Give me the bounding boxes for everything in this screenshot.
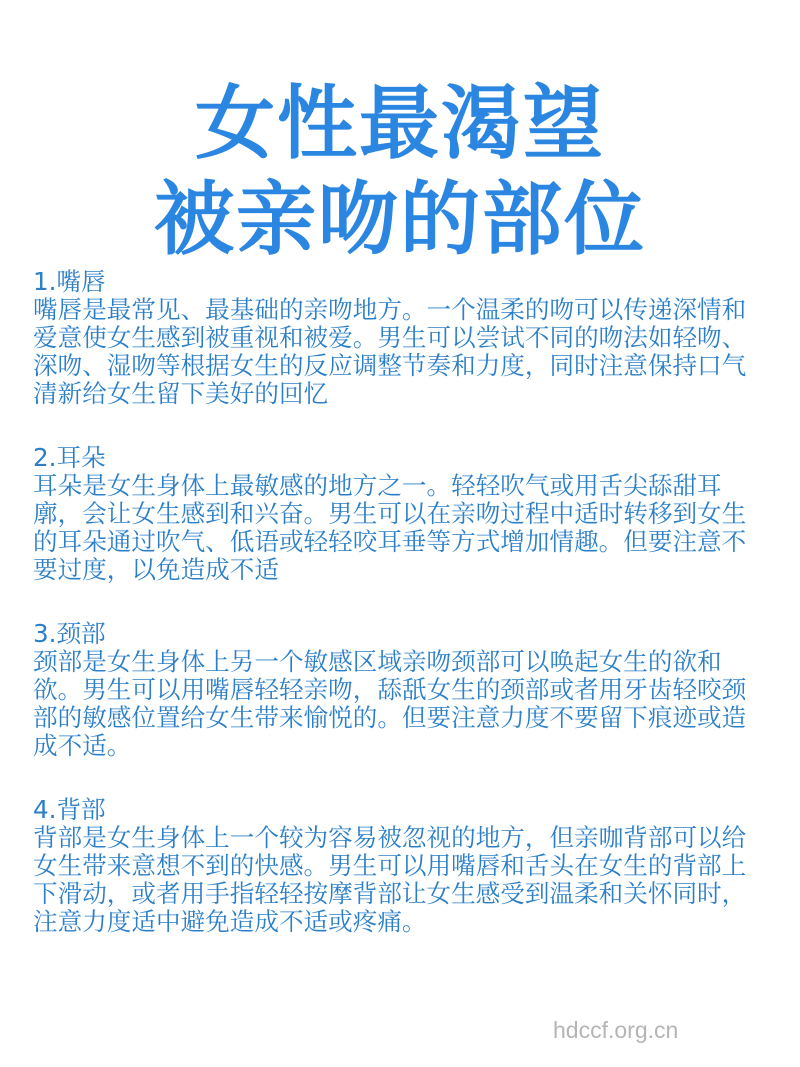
section-heading: 4.背部 (33, 795, 106, 824)
section-body: 嘴唇是最常见、最基础的亲吻地方。一个温柔的吻可以传递深情和爱意使女生感到被重视和被爱。男生可以尝试不同的吻法如轻吻、深吻、湿吻等根据女生的反应调整节奏和力度，同时注意保持口气清新给女生留下美好的回忆 (33, 295, 747, 408)
section-ears (33, 444, 763, 584)
section-heading: 3.颈部 (33, 619, 106, 648)
watermark: hdccf.org.cn (553, 1017, 679, 1043)
section-body: 颈部是女生身体上另一个敏感区域亲吻颈部可以唤起女生的欲和欲。男生可以用嘴唇轻轻亲吻，舔舐女生的颈部或者用牙齿轻咬颈部的敏感位置给女生带来愉悦的。但要注意力度不要留下痕迹或造成不适。 (33, 647, 747, 760)
section-lips (33, 268, 763, 408)
section-body: 背部是女生身体上一个较为容易被忽视的地方，但亲咖背部可以给女生带来意想不到的快感。男生可以用嘴唇和舌头在女生的背部上下滑动，或者用手指轻轻按摩背部让女生感受到温柔和关怀同时，注意力度适中避免造成不适或疼痛。 (33, 823, 747, 936)
section-heading: 2.耳朵 (33, 443, 106, 472)
section-body: 耳朵是女生身体上最敏感的地方之一。轻轻吹气或用舌尖舔甜耳廓，会让女生感到和兴奋。男生可以在亲吻过程中适时转移到女生的耳朵通过吹气、低语或轻轻咬耳垂等方式增加情趣。但要注意不要过度，以免造成不适 (33, 471, 747, 584)
title-line-2: 被亲吻的部位 (154, 172, 646, 266)
page-title (0, 76, 800, 268)
title-line-1: 女性最渴望 (195, 76, 605, 170)
article-content (33, 268, 763, 972)
section-neck (33, 620, 763, 760)
section-heading: 1.嘴唇 (33, 267, 106, 296)
section-back (33, 796, 763, 936)
